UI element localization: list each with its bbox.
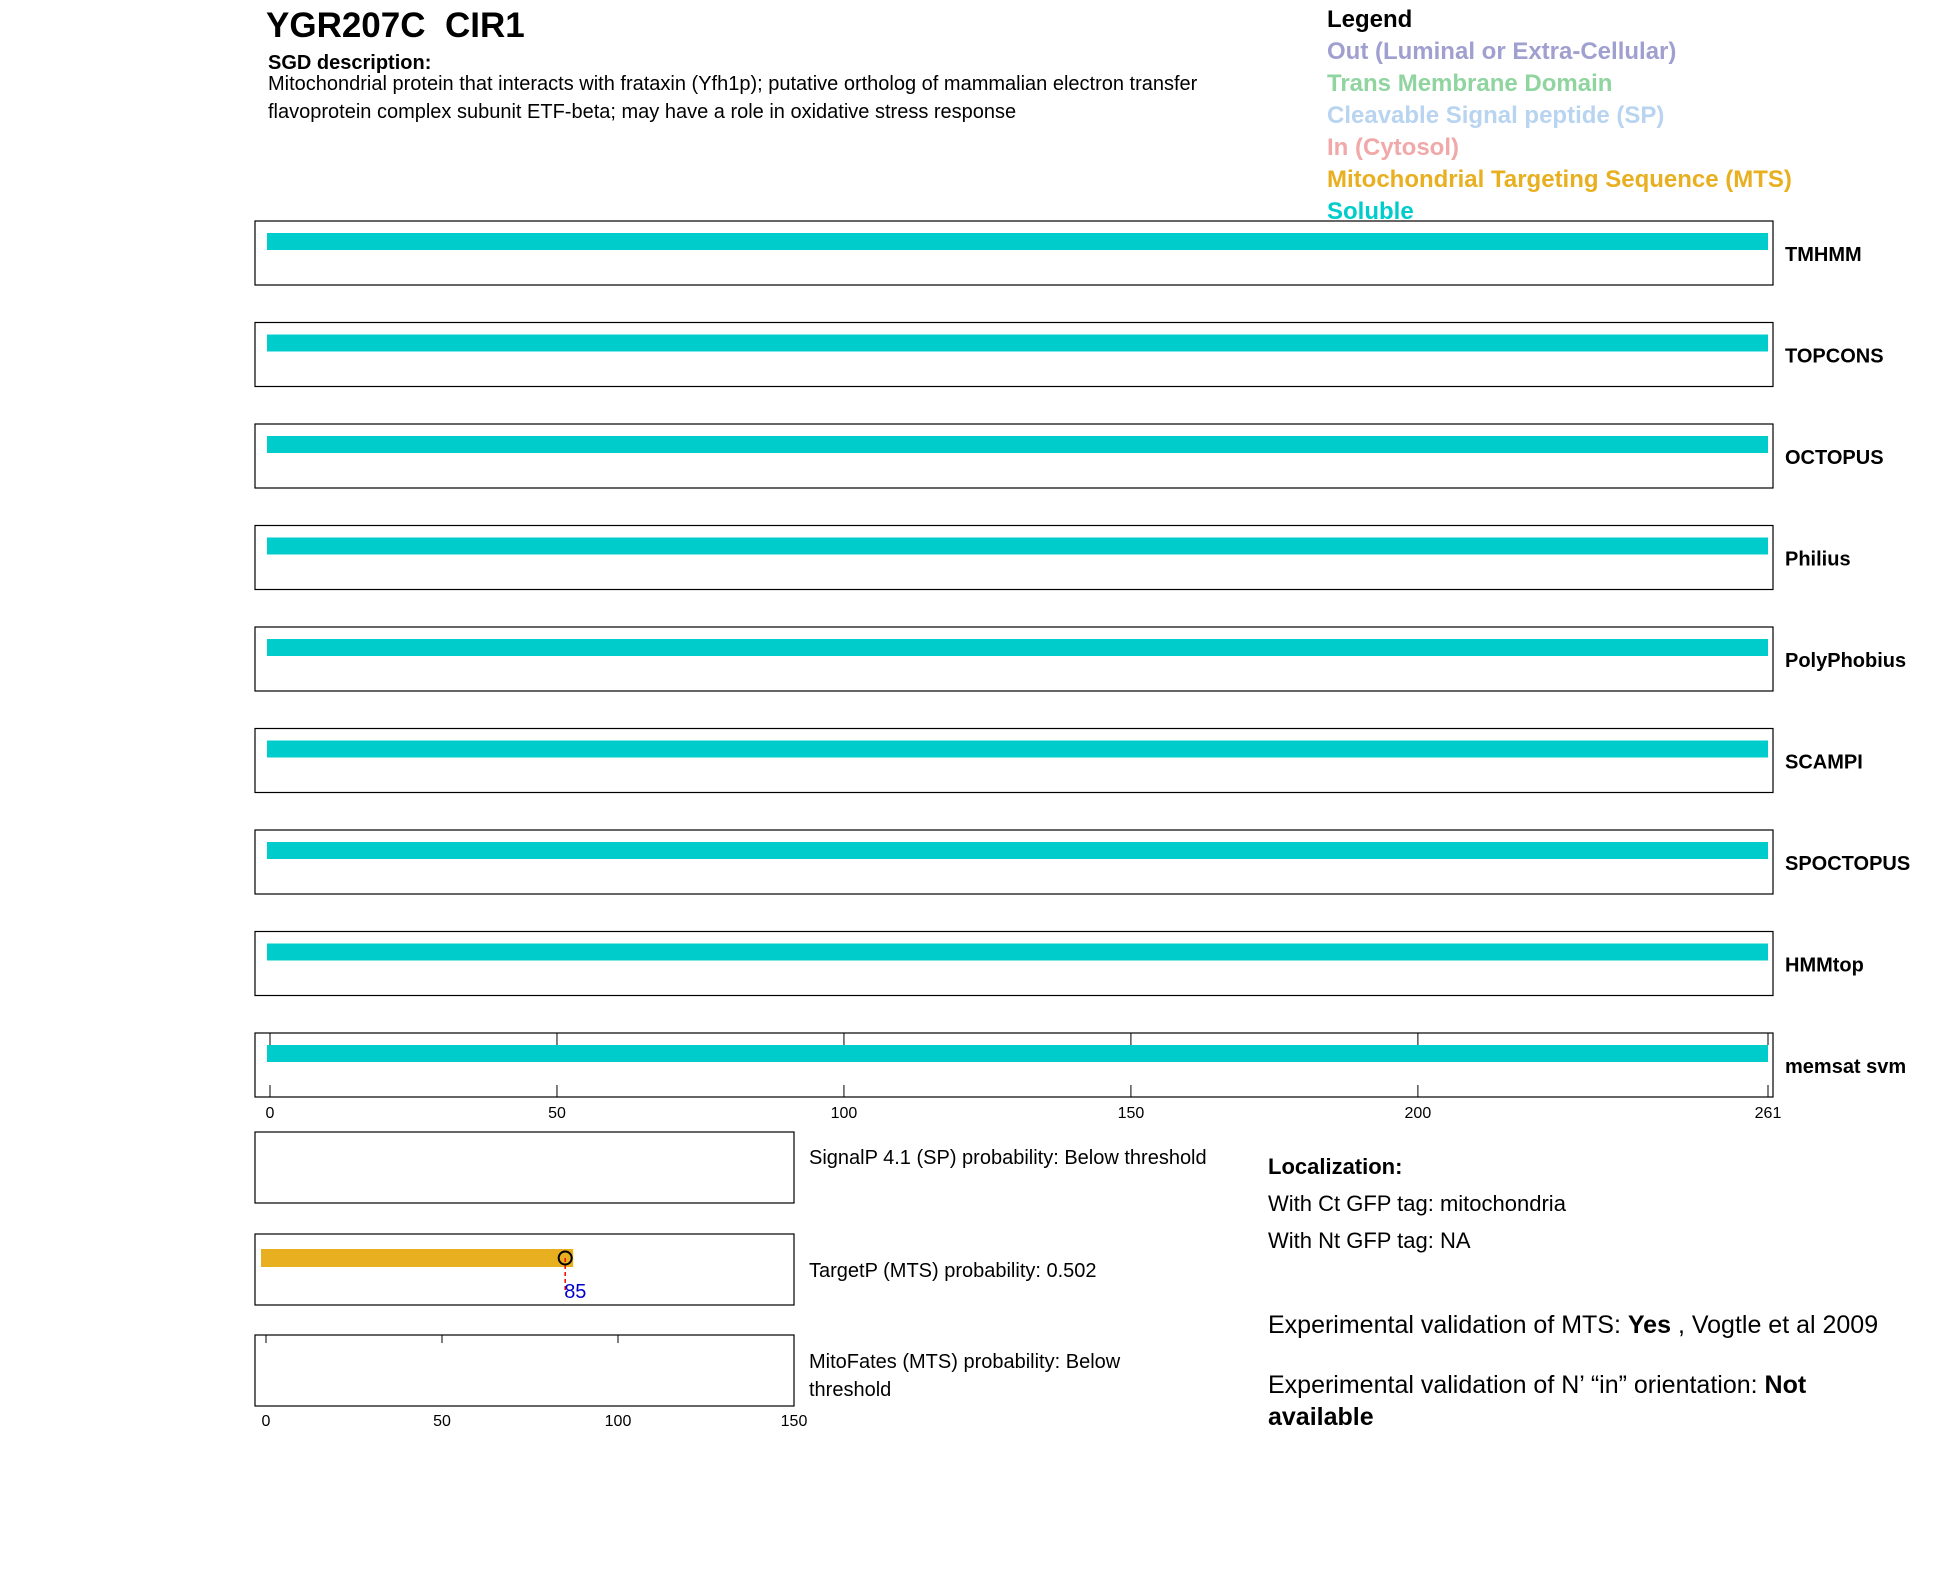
- track-label-philius: Philius: [1785, 548, 1851, 571]
- signal-x-tick-label: 0: [261, 1413, 271, 1430]
- track-segment-tmhmm: [267, 233, 1768, 250]
- x-tick-label: 50: [548, 1105, 566, 1122]
- sgd-description: Mitochondrial protein that interacts with frataxin (Yfh1p); putative ortholog of mammalian electron transfer flavoprotein complex subunit ETF-beta; may have a role in oxidative stress response: [268, 73, 1198, 123]
- track-frame-tmhmm: [255, 221, 1773, 285]
- track-label-tmhmm: TMHMM: [1785, 244, 1862, 266]
- gene-name: CIR1: [444, 6, 525, 45]
- track-label-hmmtop: HMMtop: [1785, 954, 1864, 977]
- x-tick-label: 200: [1404, 1105, 1432, 1122]
- track-segment-polyphobius: [267, 639, 1768, 656]
- mts-validation-prefix: Experimental validation of MTS:: [1268, 1311, 1628, 1339]
- track-segment-spoctopus: [267, 842, 1768, 859]
- track-frame-octopus: [255, 424, 1773, 488]
- track-frame-spoctopus: [255, 830, 1773, 894]
- track-segment-topcons: [267, 335, 1768, 352]
- nin-validation-prefix: Experimental validation of N’ “in” orientation:: [1268, 1371, 1765, 1399]
- legend-item-soluble: Soluble: [1327, 198, 1414, 225]
- mts-validation-suffix: , Vogtle et al 2009: [1671, 1311, 1879, 1339]
- localization-ct-gfp: With Ct GFP tag: mitochondria: [1268, 1191, 1566, 1216]
- nin-validation-value: Not available: [1268, 1371, 1807, 1431]
- track-label-scampi: SCAMPI: [1785, 751, 1863, 774]
- track-label-memsat-svm: memsat svm: [1785, 1056, 1907, 1078]
- track-frame-memsat-svm: [255, 1033, 1773, 1097]
- signal-frame-mitofates: [255, 1335, 794, 1406]
- localization-block: [1268, 1148, 1566, 1259]
- track-segment-octopus: [267, 436, 1768, 453]
- nin-validation: [1268, 1369, 1868, 1433]
- signal-segment-targetp: [261, 1249, 573, 1267]
- track-label-spoctopus: SPOCTOPUS: [1785, 853, 1911, 875]
- track-segment-hmmtop: [267, 944, 1768, 961]
- legend-item-tm: Trans Membrane Domain: [1327, 70, 1613, 97]
- track-label-polyphobius: PolyPhobius: [1785, 650, 1907, 672]
- signal-label-mitofates: MitoFates (MTS) probability: Below: [809, 1351, 1121, 1373]
- signal-x-tick-label: 50: [433, 1413, 451, 1430]
- signal-label-mitofates-line2: threshold: [809, 1379, 892, 1401]
- x-tick-label: 261: [1754, 1105, 1782, 1122]
- cleavage-label: 85: [564, 1281, 587, 1303]
- track-segment-philius: [267, 538, 1768, 555]
- x-tick-label: 150: [1117, 1105, 1145, 1122]
- track-frame-polyphobius: [255, 627, 1773, 691]
- legend-item-mts: Mitochondrial Targeting Sequence (MTS): [1327, 166, 1792, 193]
- mts-validation-value: Yes: [1627, 1311, 1671, 1339]
- signal-x-tick-label: 100: [604, 1413, 632, 1430]
- track-segment-scampi: [267, 741, 1768, 758]
- track-frame-hmmtop: [255, 932, 1773, 996]
- track-frame-topcons: [255, 323, 1773, 387]
- sgd-label: SGD description:: [268, 52, 432, 74]
- gene-id: YGR207C: [266, 6, 426, 45]
- localization-nt-gfp: With Nt GFP tag: NA: [1268, 1228, 1471, 1253]
- x-tick-label: 0: [265, 1105, 275, 1122]
- track-segment-memsat-svm: [267, 1045, 1768, 1062]
- track-frame-scampi: [255, 729, 1773, 793]
- x-tick-label: 100: [830, 1105, 858, 1122]
- signal-label-signalp: SignalP 4.1 (SP) probability: Below threshold: [809, 1147, 1207, 1169]
- track-label-octopus: OCTOPUS: [1785, 447, 1884, 469]
- track-label-topcons: TOPCONS: [1785, 345, 1884, 368]
- legend-item-out: Out (Luminal or Extra-Cellular): [1327, 38, 1677, 65]
- signal-x-tick-label: 150: [780, 1413, 808, 1430]
- signal-frame-signalp: [255, 1132, 794, 1203]
- track-frame-philius: [255, 526, 1773, 590]
- localization-heading: Localization:: [1268, 1154, 1403, 1179]
- signal-label-targetp: TargetP (MTS) probability: 0.502: [809, 1260, 1097, 1282]
- legend-item-sp: Cleavable Signal peptide (SP): [1327, 102, 1665, 129]
- mts-validation: [1268, 1311, 1878, 1340]
- signal-frame-targetp: [255, 1234, 794, 1305]
- legend-title: Legend: [1327, 6, 1413, 33]
- legend-item-in: In (Cytosol): [1327, 134, 1459, 161]
